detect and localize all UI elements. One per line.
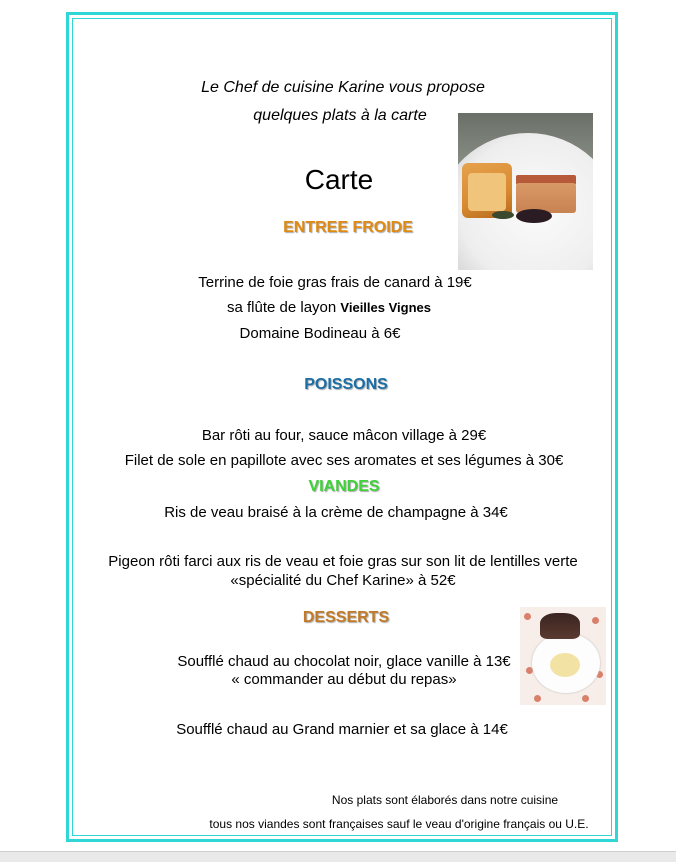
- souffle-photo: [520, 607, 606, 705]
- desserts-item-2: Soufflé chaud au Grand marnier et sa glace à 14€: [176, 721, 508, 738]
- horizontal-scrollbar[interactable]: [0, 851, 676, 862]
- footer-line-2: tous nos viandes sont françaises sauf le veau d'origine français ou U.E.: [209, 817, 589, 831]
- tablecloth-dot: [524, 613, 531, 620]
- section-heading-entree-froide: ENTREE FROIDE: [283, 219, 413, 236]
- tablecloth-dot: [582, 695, 589, 702]
- poissons-item-1: Bar rôti au four, sauce mâcon village à 29€: [201, 427, 487, 444]
- section-heading-desserts: DESSERTS: [302, 609, 390, 626]
- herb-garnish-shape: [492, 211, 514, 219]
- onion-confit-shape: [516, 209, 552, 223]
- desserts-item-1-line-2: « commander au début du repas»: [231, 671, 457, 688]
- viandes-item-2-line-1: Pigeon rôti farci aux ris de veau et foie gras sur son lit de lentilles verte: [108, 553, 578, 570]
- terrine-shape: [516, 183, 576, 213]
- section-heading-viandes: VIANDES: [308, 478, 380, 495]
- section-heading-poissons: POISSONS: [304, 376, 388, 393]
- foie-gras-photo: [458, 113, 593, 270]
- poissons-item-2: Filet de sole en papillote avec ses aromates et ses légumes à 30€: [124, 452, 564, 469]
- ice-cream-shape: [550, 653, 580, 677]
- intro-line-2: quelques plats à la carte: [253, 107, 427, 124]
- entree-item-1-line-3: Domaine Bodineau à 6€: [239, 325, 401, 342]
- page-title: Carte: [304, 164, 374, 195]
- entree-item-1-vintage: Vieilles Vignes: [340, 300, 431, 315]
- desserts-item-1-line-1: Soufflé chaud au chocolat noir, glace vanille à 13€: [177, 653, 511, 670]
- intro-line-1: Le Chef de cuisine Karine vous propose: [201, 79, 485, 96]
- footer-line-1: Nos plats sont élaborés dans notre cuisine: [331, 793, 559, 807]
- entree-item-1-line-2: [227, 299, 431, 316]
- entree-item-1-line-1: Terrine de foie gras frais de canard à 19€: [198, 274, 472, 291]
- souffle-cake-shape: [540, 613, 580, 639]
- viandes-item-2-line-2: «spécialité du Chef Karine» à 52€: [230, 572, 456, 589]
- tablecloth-dot: [592, 617, 599, 624]
- entree-item-1-line-2-text: sa flûte de layon: [227, 299, 341, 316]
- viandes-item-1: Ris de veau braisé à la crème de champagne à 34€: [164, 504, 508, 521]
- brioche-crumb-shape: [468, 173, 506, 211]
- tablecloth-dot: [534, 695, 541, 702]
